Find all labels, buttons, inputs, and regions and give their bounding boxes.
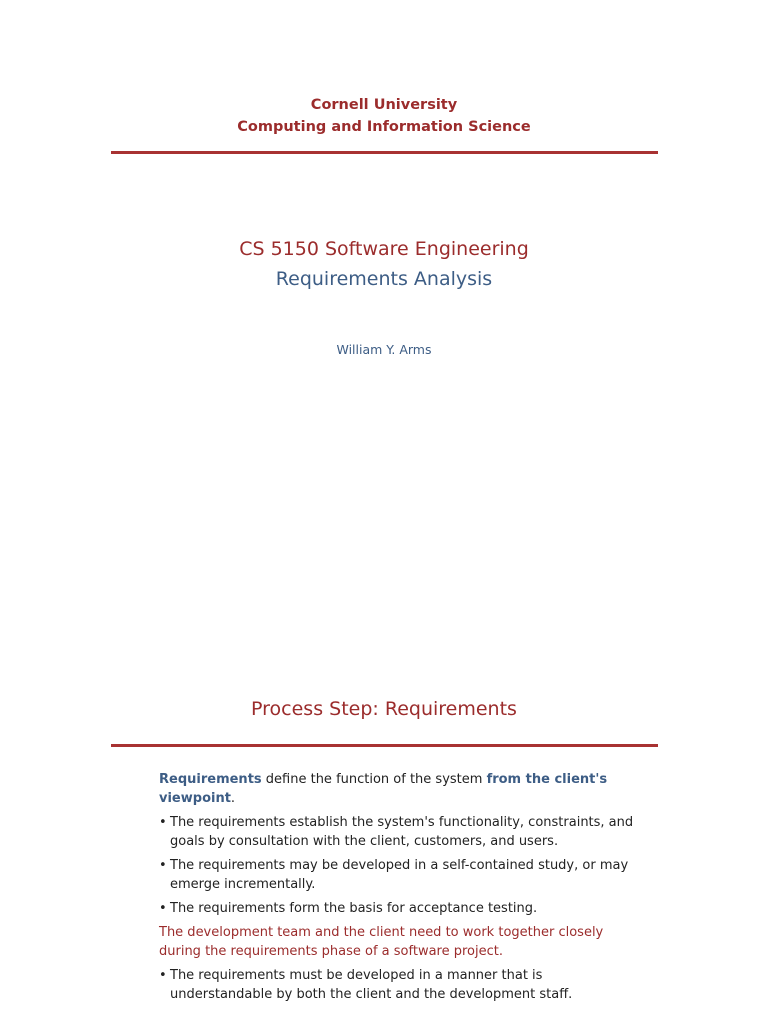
emphasis-paragraph: The development team and the client need to work together closely during the requirements phase of a software project.: [159, 925, 604, 959]
intro-middle: define the function of the system: [261, 772, 487, 787]
course-title: CS 5150 Software Engineering: [239, 238, 529, 260]
content-slide: [0, 640, 768, 1024]
bullet-text: The requirements must be developed in a manner that is understandable by both the client and the development staff.: [170, 968, 573, 1002]
bullet-item: [159, 966, 639, 1004]
bullet-item: [159, 856, 639, 894]
header-divider: [111, 151, 658, 154]
org-department: Computing and Information Science: [237, 119, 531, 135]
bullet-icon: •: [159, 815, 167, 830]
intro-end: .: [230, 791, 236, 806]
bullet-text: The requirements may be developed in a self-contained study, or may emerge incrementally.: [170, 858, 629, 892]
intro-paragraph: [159, 770, 639, 808]
bullet-icon: •: [159, 968, 167, 983]
lecture-title: Requirements Analysis: [275, 268, 493, 290]
slide-title: Process Step: Requirements: [251, 698, 517, 720]
title-divider: [111, 744, 658, 747]
bullet-icon: •: [159, 901, 167, 916]
bullet-text: The requirements form the basis for acceptance testing.: [170, 901, 538, 916]
bullet-icon: •: [159, 858, 167, 873]
intro-highlight: from the client's viewpoint: [159, 772, 608, 806]
author-name: William Y. Arms: [336, 342, 432, 357]
bullet-item: [159, 813, 639, 851]
intro-term: Requirements: [159, 772, 262, 787]
org-name: Cornell University: [310, 97, 458, 113]
bullet-item: [159, 899, 639, 918]
bullet-text: The requirements establish the system's functionality, constraints, and goals by consultation with the client, customers, and users.: [170, 815, 634, 849]
slide-body: [159, 770, 639, 1009]
